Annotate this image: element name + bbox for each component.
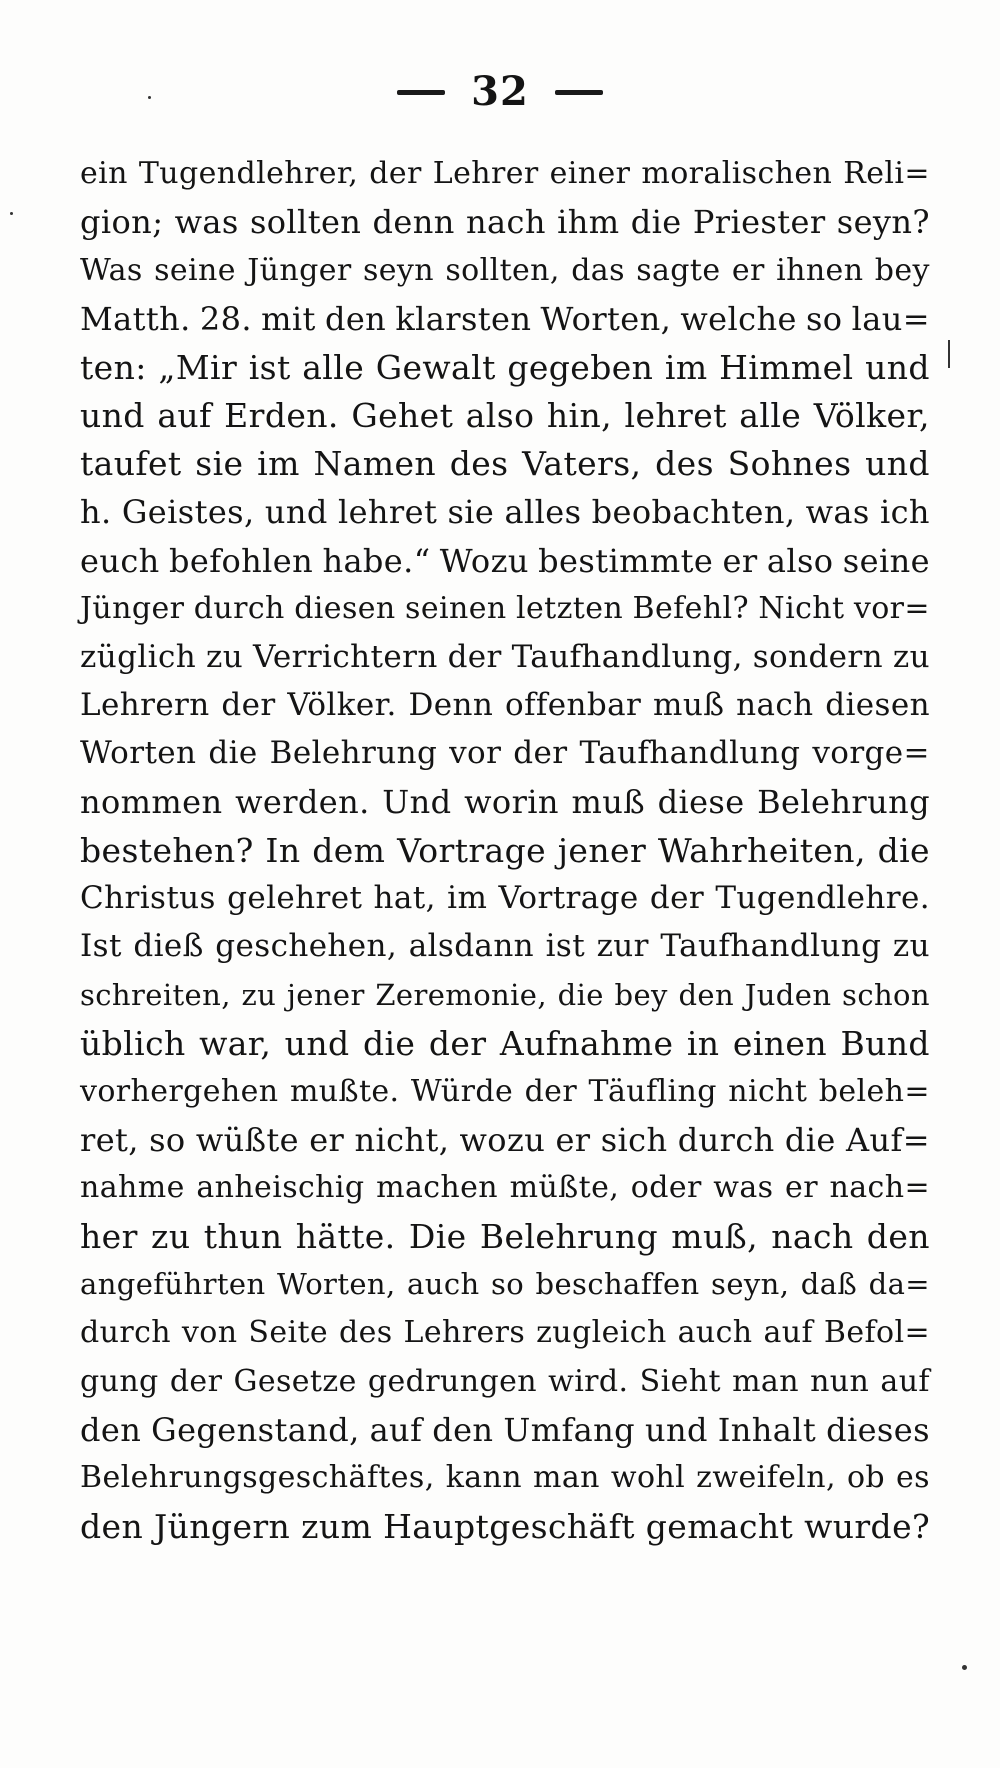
word: ret, (80, 1121, 139, 1160)
word: machen (376, 1170, 499, 1206)
word: nicht, (354, 1121, 450, 1160)
word: schreiten, (80, 977, 231, 1012)
word: muß, (671, 1217, 758, 1257)
text-line (80, 1454, 930, 1502)
word: bey (874, 252, 930, 288)
text-line (80, 1406, 930, 1454)
word: ich (879, 493, 930, 532)
word: gung (80, 1363, 159, 1399)
word: wüßte (195, 1121, 299, 1160)
word: oder (630, 1170, 702, 1206)
word: dem (312, 830, 386, 870)
text-line (80, 1213, 930, 1261)
word: alle (739, 396, 802, 436)
word: diese (657, 783, 745, 821)
word: sollten (249, 203, 362, 242)
word: Taufhandlung, (511, 638, 743, 675)
word: alsdann (408, 928, 535, 965)
word: thun (203, 1217, 283, 1257)
word: Befol= (823, 1315, 930, 1351)
word: wohl (610, 1460, 686, 1496)
word: Belehrung (757, 783, 930, 821)
word: zur (596, 928, 649, 965)
word: beobachten, (591, 493, 796, 532)
word: im (447, 880, 488, 917)
word: also (465, 396, 535, 436)
word: worin (464, 783, 559, 821)
word: er (731, 252, 765, 288)
word: die (784, 1121, 836, 1160)
word: ten: (80, 347, 147, 387)
word: Lehrer (432, 156, 539, 192)
word: des (655, 444, 714, 484)
word: Gehet (351, 396, 454, 436)
word: sie (195, 444, 244, 484)
word: Völker. (287, 686, 397, 723)
word: Denn (408, 686, 494, 723)
text-line (80, 150, 930, 198)
word: den (324, 300, 387, 339)
word: zu (241, 977, 277, 1012)
word: beschaffen (535, 1267, 700, 1302)
word: welche (680, 300, 797, 339)
word: anheischig (196, 1170, 365, 1206)
word: der (513, 735, 568, 772)
word: Bund (840, 1023, 930, 1063)
word: bestimmte (538, 541, 714, 580)
word: Juden (744, 977, 832, 1012)
text-line (80, 536, 930, 584)
text-line-last: den Jüngern zum Hauptgeschäft gemacht wurde? (80, 1506, 931, 1546)
word: Ist (80, 928, 122, 965)
word: und (80, 396, 145, 436)
word: Wahrheiten, (657, 830, 866, 870)
word: diesen (825, 686, 930, 723)
word: Christus (80, 880, 216, 917)
word: man (533, 1460, 600, 1496)
word: gion; (80, 203, 164, 242)
word: gegeben (507, 347, 654, 387)
text-line (80, 1019, 930, 1067)
word: sollten, (445, 252, 560, 288)
word: Sieht (639, 1363, 721, 1399)
word: er (555, 1121, 591, 1160)
word: vor= (853, 590, 930, 626)
text-line (80, 343, 930, 391)
text-line (80, 198, 930, 246)
scan-speck (10, 212, 13, 215)
word: müßte, (509, 1170, 620, 1206)
word: offenbar (505, 686, 642, 723)
text-line (80, 681, 930, 729)
word: Zeremonie, (375, 977, 547, 1012)
word: dieses (826, 1410, 930, 1449)
word: zu (892, 638, 930, 675)
text-line (80, 1116, 930, 1164)
word: zugleich (536, 1315, 667, 1351)
word: lehret (337, 493, 438, 532)
word: seyn (362, 252, 434, 288)
word: Was (80, 252, 143, 288)
word: der (221, 686, 276, 723)
word: alles (504, 493, 582, 532)
word: taufet (80, 444, 182, 484)
word: gelehret (227, 880, 363, 917)
word: jener (286, 977, 365, 1012)
word: 28. (199, 300, 252, 339)
word: diesen (294, 590, 396, 626)
word: Sohnes (727, 444, 852, 484)
word: auf (157, 396, 212, 436)
text-line (80, 778, 930, 826)
word: habe.“ (322, 541, 431, 580)
body-text (80, 150, 930, 1551)
word: Worten, (540, 300, 672, 339)
word: In (265, 830, 301, 870)
word: Worten, (276, 1267, 396, 1302)
word: Vaters, (522, 444, 642, 484)
word: zweifeln, (696, 1460, 836, 1496)
word: ist (545, 928, 586, 965)
word: er (785, 1170, 818, 1206)
word: Worten (80, 735, 197, 772)
text-line (80, 295, 930, 343)
text-line (80, 1309, 930, 1357)
word: er (309, 1121, 345, 1160)
word: den (866, 1217, 930, 1257)
word: der (524, 1073, 578, 1109)
word: daß (800, 1267, 858, 1302)
word: Völker, (813, 396, 930, 436)
word: Himmel (719, 347, 854, 387)
word: vorhergehen (80, 1073, 279, 1109)
word: Vortrage (498, 880, 639, 917)
word: nach (771, 1217, 854, 1257)
word: seine (842, 541, 930, 580)
text-line (80, 1068, 930, 1116)
text-line (80, 585, 930, 633)
word: ob (846, 1460, 886, 1496)
word: den (80, 1410, 142, 1449)
word: der (428, 1023, 487, 1063)
word: auf (369, 1410, 423, 1449)
word: Matth. (80, 300, 191, 339)
word: so (490, 1267, 525, 1302)
word: Verrichtern (252, 638, 438, 675)
word: jener (557, 830, 647, 870)
word: bestehen? (80, 830, 254, 870)
word: und (644, 1410, 708, 1449)
text-line (80, 923, 930, 971)
word: beleh= (818, 1073, 930, 1109)
word: Taufhandlung (579, 735, 801, 772)
word: wird. (548, 1363, 629, 1399)
word: hätte. (295, 1217, 396, 1257)
word: die (362, 1023, 416, 1063)
word: und (865, 444, 930, 484)
word: so (149, 1121, 186, 1160)
word: sagte (636, 252, 721, 288)
word: zu (892, 928, 930, 965)
word: Reli= (843, 156, 930, 192)
text-line (80, 1261, 930, 1309)
word: nicht (728, 1073, 808, 1109)
word: den (432, 1410, 494, 1449)
word: mußte. (289, 1073, 400, 1109)
word: wozu (459, 1121, 546, 1160)
text-line (80, 730, 930, 778)
text-line (80, 874, 930, 922)
word: Erden. (224, 396, 339, 436)
word: durch (677, 1121, 775, 1160)
text-line (80, 247, 930, 295)
word: Auf= (845, 1121, 930, 1160)
word: nahme (80, 1170, 185, 1206)
word: auf (763, 1315, 813, 1351)
word: durch (193, 590, 285, 626)
word: der (169, 1363, 223, 1399)
word: seinen (405, 590, 507, 626)
word: da= (868, 1267, 930, 1302)
word: klarsten (395, 300, 532, 339)
word: Belehrungsgeschäftes, (80, 1460, 435, 1496)
word: Inhalt (717, 1410, 817, 1449)
word: es (896, 1460, 930, 1496)
word: Befehl? (632, 590, 750, 626)
text-line (80, 488, 930, 536)
word: einen (732, 1023, 828, 1063)
word: den (678, 977, 735, 1012)
word: angeführten (80, 1267, 266, 1302)
word: geschehen, (215, 928, 398, 965)
word: der (447, 638, 502, 675)
page-number: 32 (471, 68, 529, 115)
word: zu (205, 638, 244, 675)
word: alle (302, 347, 365, 387)
word: nach (736, 686, 814, 723)
word: Umfang (503, 1410, 636, 1449)
page-header (0, 62, 1000, 122)
word: vor (449, 735, 502, 772)
word: denn (372, 203, 455, 242)
word: und (284, 1023, 350, 1063)
word: lehret (624, 396, 727, 436)
word: und (865, 347, 930, 387)
word: so (805, 300, 843, 339)
margin-mark (948, 340, 950, 368)
word: das (571, 252, 625, 288)
word: seyn, (711, 1267, 790, 1302)
word: muß (653, 686, 725, 723)
word: ihnen (776, 252, 864, 288)
word: bey (614, 977, 668, 1012)
word: man (732, 1363, 799, 1399)
word: Jünger (80, 590, 185, 626)
word: im (257, 444, 300, 484)
word: sie (447, 493, 495, 532)
word: die (877, 830, 930, 870)
text-line (80, 1164, 930, 1212)
word: einer (549, 156, 631, 192)
scan-speck (962, 1665, 967, 1670)
word: Belehrung (479, 1217, 658, 1257)
word: kann (445, 1460, 522, 1496)
word: was (713, 1170, 774, 1206)
text-line (80, 971, 930, 1019)
word: Jünger (247, 252, 352, 288)
word: euch (80, 541, 160, 580)
word: ein (80, 156, 128, 192)
word: Würde (410, 1073, 514, 1109)
word: sich (600, 1121, 668, 1160)
word: nun (810, 1363, 870, 1399)
text-line (80, 826, 930, 874)
word: die (208, 735, 258, 772)
word: schon (842, 977, 930, 1012)
word: im (664, 347, 708, 387)
word: auch (407, 1267, 480, 1302)
header-dash-left (397, 90, 445, 95)
word: ihm (557, 203, 620, 242)
word: mit (261, 300, 316, 339)
word: sondern (752, 638, 884, 675)
word: vorge= (812, 735, 930, 772)
word: des (449, 444, 509, 484)
word: Tugendlehre. (715, 880, 930, 917)
word: in (686, 1023, 720, 1063)
word: auf (880, 1363, 930, 1399)
word: seyn? (836, 203, 930, 242)
word: her (80, 1217, 138, 1257)
word: dieß (133, 928, 204, 965)
word: Belehrung (269, 735, 438, 772)
text-line (80, 391, 930, 439)
word: Tugendlehrer, (138, 156, 359, 192)
word: des (339, 1315, 393, 1351)
word: Nicht (758, 590, 845, 626)
word: also (766, 541, 834, 580)
word: durch (80, 1315, 171, 1351)
word: was (174, 203, 239, 242)
word: nommen (80, 783, 223, 821)
word: Taufhandlung (660, 928, 882, 965)
word: gedrungen (367, 1363, 537, 1399)
scan-speck (148, 96, 151, 99)
word: nach (466, 203, 546, 242)
text-line (80, 633, 930, 681)
word: der (649, 880, 705, 917)
word: „Mir (158, 347, 238, 387)
text-line (80, 440, 930, 488)
word: nach= (829, 1170, 930, 1206)
word: lau= (851, 300, 930, 339)
word: Lehrern (80, 686, 210, 723)
word: letzten (515, 590, 624, 626)
text-line (80, 1357, 930, 1405)
word: Wozu (439, 541, 529, 580)
word: zu (151, 1217, 191, 1257)
word: Lehrers (403, 1315, 526, 1351)
word: muß (571, 783, 645, 821)
word: Namen (313, 444, 437, 484)
word: auch (677, 1315, 753, 1351)
header-dash-right (555, 90, 603, 95)
word: Gesetze (233, 1363, 357, 1399)
word: und (264, 493, 328, 532)
word: werden. (235, 783, 370, 821)
word: befohlen (169, 541, 314, 580)
word: üblich (80, 1023, 186, 1063)
word: Gewalt (375, 347, 496, 387)
word: von (181, 1315, 238, 1351)
word: moralischen (641, 156, 833, 192)
word: Priester (692, 203, 826, 242)
word: ist (248, 347, 291, 387)
word: seine (154, 252, 236, 288)
word: Geistes, (121, 493, 255, 532)
word: der (369, 156, 422, 192)
word: h. (80, 493, 112, 532)
word: Seite (248, 1315, 329, 1351)
word: was (805, 493, 870, 532)
word: Täufling (588, 1073, 717, 1109)
word: züglich (80, 638, 197, 675)
word: Und (382, 783, 452, 821)
word: die (630, 203, 682, 242)
word: war, (199, 1023, 272, 1063)
word: hat, (373, 880, 436, 917)
word: Aufnahme (499, 1023, 674, 1063)
word: Gegenstand, (151, 1410, 360, 1449)
word: die (557, 977, 604, 1012)
word: Die (408, 1217, 467, 1257)
word: hin, (546, 396, 613, 436)
word: Vortrage (397, 830, 547, 870)
word: er (722, 541, 758, 580)
